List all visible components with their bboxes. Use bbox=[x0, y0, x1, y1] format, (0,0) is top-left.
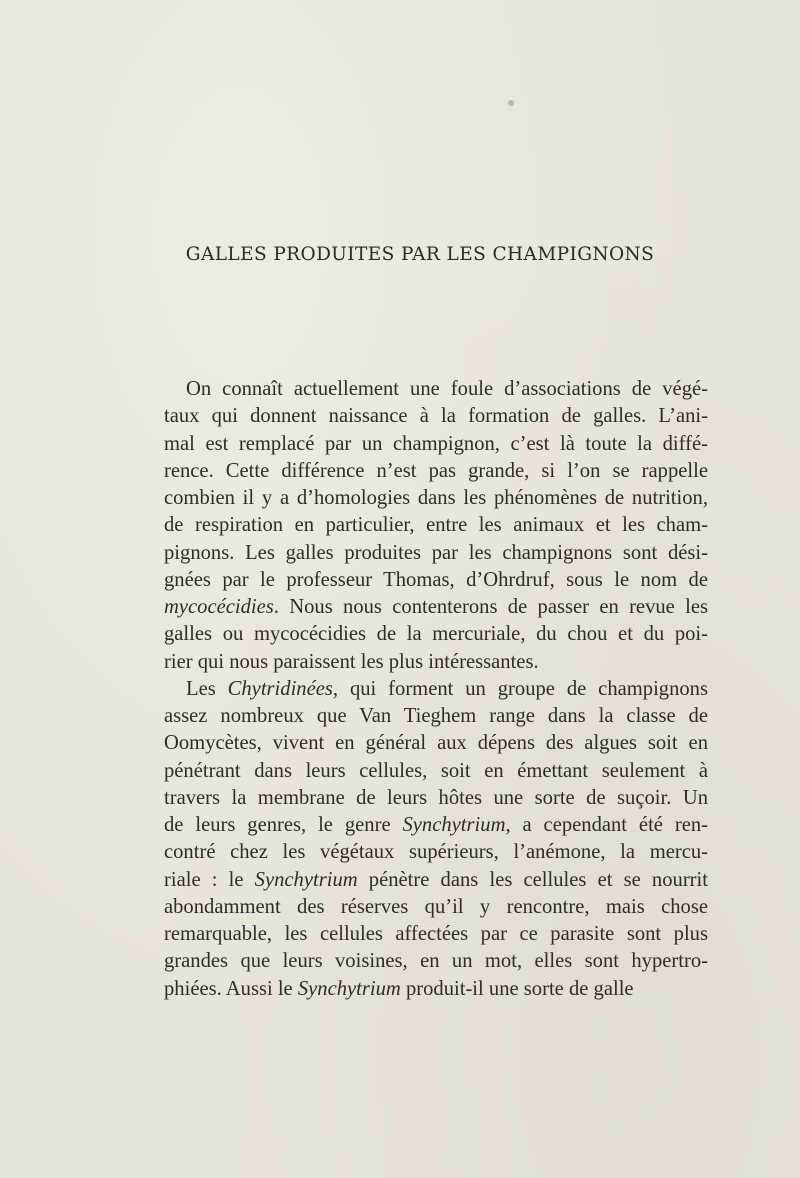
text-run: pénétrant dans leurs cellules, soit en émettant seulement à bbox=[164, 759, 708, 782]
text-run: assez nombreux que Van Tieghem range dans la classe de bbox=[164, 705, 708, 727]
paragraph bbox=[164, 376, 708, 676]
text-line bbox=[164, 458, 708, 485]
text-line bbox=[164, 785, 708, 812]
text-run: de leurs genres, le genre bbox=[164, 814, 403, 836]
text-run: galles ou mycocécidies de la mercuriale, du chou et du poi- bbox=[164, 623, 708, 646]
text-run: pignons. Les galles produites par les champignons sont dési- bbox=[164, 541, 708, 564]
text-run: Oomycètes, vivent en général aux dépens des algues soit en bbox=[164, 732, 708, 755]
chapter-heading: GALLES PRODUITES PAR LES CHAMPIGNONS bbox=[185, 244, 655, 265]
text-line bbox=[164, 485, 708, 512]
text-line bbox=[164, 703, 708, 730]
text-run: On connaît actuellement une foule d’associations de végé- bbox=[186, 378, 708, 400]
body-text bbox=[164, 376, 708, 1003]
text-run: remarquable, les cellules affectées par ce parasite sont plus bbox=[164, 923, 708, 945]
text-line bbox=[164, 894, 708, 921]
text-line bbox=[164, 403, 708, 430]
text-run: travers la membrane de leurs hôtes une sorte de suçoir. Un bbox=[164, 786, 708, 809]
text-run: combien il y a d’homologies dans les phénomènes de nutrition, bbox=[164, 487, 708, 509]
text-run: produit-il une sorte de galle bbox=[400, 977, 634, 1000]
text-line bbox=[164, 621, 708, 648]
text-line bbox=[164, 948, 708, 975]
text-line bbox=[164, 730, 708, 757]
italic-term: Synchytrium bbox=[402, 814, 506, 836]
text-line bbox=[164, 976, 708, 1003]
text-run: Les bbox=[186, 677, 228, 700]
text-line bbox=[164, 512, 708, 539]
text-run: de respiration en particulier, entre les animaux et les cham- bbox=[164, 514, 708, 537]
text-run: gnées par le professeur Thomas, d’Ohrdruf, sous le nom de bbox=[164, 568, 708, 591]
text-run: rier qui nous paraissent les plus intéressantes. bbox=[164, 650, 539, 673]
text-run: rence. Cette différence n’est pas grande, si l’on se rappelle bbox=[164, 459, 708, 482]
text-line bbox=[164, 649, 708, 676]
text-line bbox=[164, 839, 708, 866]
text-line bbox=[164, 812, 708, 839]
text-line bbox=[164, 567, 708, 594]
text-run: pénètre dans les cellules et se nourrit bbox=[357, 868, 708, 891]
text-line bbox=[164, 376, 708, 403]
text-run: contré chez les végétaux supérieurs, l’anémone, la mercu- bbox=[164, 841, 708, 864]
italic-term: Synchytrium bbox=[297, 977, 401, 1000]
text-run: abondamment des réserves qu’il y rencontre, mais chose bbox=[164, 895, 708, 918]
text-run: riale : le bbox=[164, 868, 255, 891]
text-line bbox=[164, 431, 708, 458]
paragraph bbox=[164, 676, 708, 1003]
text-line bbox=[164, 758, 708, 785]
text-run: phiées. Aussi le bbox=[164, 977, 298, 1000]
italic-term: Synchytrium bbox=[254, 868, 358, 891]
text-line bbox=[164, 676, 708, 703]
text-line bbox=[164, 540, 708, 567]
text-run: , qui forment un groupe de champignons bbox=[332, 677, 708, 700]
ink-speck bbox=[508, 100, 514, 106]
italic-term: mycocécidies bbox=[164, 596, 274, 618]
text-line bbox=[164, 594, 708, 621]
text-run: taux qui donnent naissance à la formation de galles. L’ani- bbox=[164, 405, 708, 428]
text-line bbox=[164, 921, 708, 948]
text-run: mal est remplacé par un champignon, c’est là toute la diffé- bbox=[164, 432, 708, 455]
text-run: , a cependant été ren- bbox=[505, 814, 708, 836]
text-run: . Nous nous contenterons de passer en revue les bbox=[273, 596, 708, 618]
text-line bbox=[164, 867, 708, 894]
italic-term: Chytridinées bbox=[227, 677, 333, 700]
text-run: grandes que leurs voisines, en un mot, elles sont hypertro- bbox=[164, 950, 708, 973]
